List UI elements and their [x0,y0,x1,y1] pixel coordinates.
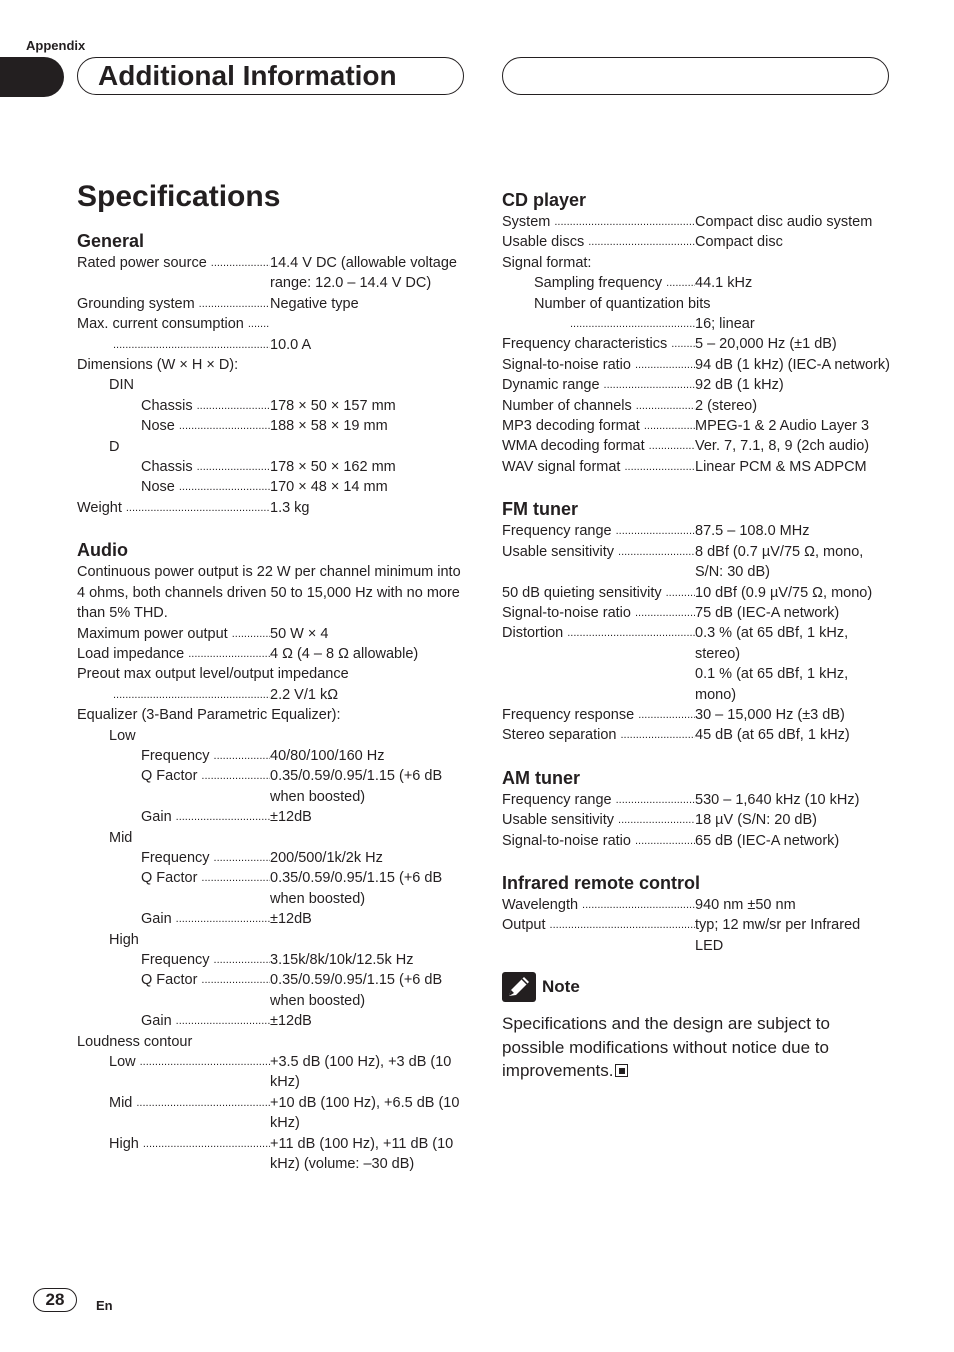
spec-label: Grounding system [77,295,195,312]
spec-row [77,396,467,416]
spec-row [77,848,467,868]
dot-leader [248,314,270,334]
spec-value: +11 dB (100 Hz), +11 dB (10 kHz) (volume: –30 dB) [270,1135,454,1173]
dot-leader [179,477,270,497]
ir-remote-heading: Infrared remote control [502,872,701,893]
spec-key [502,273,695,293]
spec-row [502,915,892,956]
dot-leader [176,1011,270,1031]
spec-label: Signal-to-noise ratio [502,604,631,621]
spec-row [502,664,892,705]
spec-value: 530 – 1,640 kHz (10 kHz) [695,791,860,808]
spec-value: 18 µV (S/N: 20 dB) [695,812,817,829]
dot-leader [199,294,270,314]
spec-row [77,664,467,684]
spec-label: Number of channels [502,397,632,414]
spec-row [502,623,892,664]
spec-key [77,294,270,314]
spec-value: 2.2 V/1 kΩ [270,686,339,703]
spec-label: Usable sensitivity [502,812,615,829]
spec-row [502,457,892,477]
spec-key [502,416,695,436]
end-of-section-mark [615,1064,628,1077]
section-header-box-right [502,57,889,95]
audio-section [77,538,467,1174]
spec-key [502,831,695,851]
ir-remote-section [502,871,892,956]
spec-label: Usable sensitivity [502,543,615,560]
spec-label: Gain [141,1013,172,1030]
spec-key [77,950,270,970]
spec-label: Stereo separation [502,727,617,744]
spec-key [77,848,270,868]
spec-label: Distortion [502,625,564,642]
spec-row [77,766,467,807]
spec-value: 8 dBf (0.7 µV/75 Ω, mono, S/N: 30 dB) [695,543,864,581]
note-label: Note [542,977,580,997]
spec-key [502,603,695,623]
spec-value: 10.0 A [270,336,312,353]
page-title: Specifications [77,180,281,213]
spec-value: 44.1 kHz [695,275,753,292]
spec-row [502,294,892,314]
spec-row [502,314,892,334]
note-text [502,1012,888,1083]
spec-label: Wavelength [502,896,579,913]
spec-label: D [109,438,120,455]
dot-leader [644,416,695,436]
spec-label: Sampling frequency [534,275,663,292]
dot-leader [588,232,695,252]
dot-leader [214,950,270,970]
spec-label: System [502,214,551,230]
dot-leader [638,705,695,725]
spec-key [77,807,270,827]
spec-value: 14.4 V DC (allowable voltage range: 12.0 – 14.4 V DC) [270,255,457,292]
spec-value: 92 dB (1 kHz) [695,377,784,394]
spec-label: Q Factor [141,870,198,887]
spec-row [502,232,892,252]
right-column [502,188,892,1083]
dot-leader [550,915,695,956]
note-header [502,972,892,1002]
spec-row [502,355,892,375]
spec-value: Compact disc audio system [695,214,873,230]
am-tuner-section [502,766,892,851]
spec-label: Low [109,1054,136,1071]
spec-label: Low [109,727,136,744]
dot-leader [635,603,695,623]
dot-leader [666,583,695,603]
spec-value: +10 dB (100 Hz), +6.5 dB (10 kHz) [270,1094,460,1132]
spec-value: Negative type [270,295,359,312]
spec-label: Frequency [141,747,210,764]
spec-value: 188 × 58 × 19 mm [270,418,388,435]
spec-label: Maximum power output [77,625,228,642]
dot-leader [201,970,270,1011]
spec-value: 0.35/0.59/0.95/1.15 (+6 dB when boosted) [270,870,443,907]
spec-label: Signal-to-noise ratio [502,832,631,849]
spec-label: Dimensions (W × H × D): [77,357,239,374]
spec-value: 2 (stereo) [695,397,758,414]
dot-leader [176,909,270,929]
dot-leader [197,457,270,477]
fm-tuner-section [502,497,892,745]
dot-leader [179,416,270,436]
spec-row [502,583,892,603]
spec-row [77,1011,467,1031]
spec-value: 0.1 % (at 65 dBf, 1 kHz, mono) [695,666,849,703]
spec-key [77,498,270,518]
spec-key [77,396,270,416]
spec-label: Frequency [141,849,210,866]
dot-leader [136,1093,270,1134]
dot-leader [636,396,695,416]
spec-row [502,212,892,232]
dot-leader [214,746,270,766]
left-column [77,229,467,1174]
spec-value: Ver. 7, 7.1, 8, 9 (2ch audio) [695,438,870,455]
spec-row [502,521,892,541]
dot-leader [554,212,695,232]
spec-value: 45 dB (at 65 dBf, 1 kHz) [695,727,850,744]
spec-label: 50 dB quieting sensitivity [502,584,662,601]
spec-value: ±12dB [270,911,312,928]
spec-row [502,334,892,354]
dot-leader [176,807,270,827]
spec-key [77,1011,270,1031]
spec-label: Nose [141,418,175,435]
spec-key [77,685,270,705]
spec-key [502,542,695,583]
spec-key [77,644,270,664]
spec-label: DIN [109,377,134,394]
spec-value: 940 nm ±50 nm [695,896,796,913]
spec-label: Frequency characteristics [502,336,668,353]
spec-row [502,810,892,830]
spec-key [502,623,695,664]
spec-row [502,542,892,583]
dot-leader [570,314,695,334]
am-tuner-spec-list [502,790,892,851]
spec-label: Max. current consumption [77,316,244,333]
spec-row [502,725,892,745]
spec-key [502,583,695,603]
spec-value: 65 dB (IEC-A network) [695,832,840,849]
audio-spec-list [77,624,467,1175]
spec-key [77,1093,270,1134]
spec-key [502,232,695,252]
appendix-label: Appendix [26,38,86,53]
spec-key [502,705,695,725]
dot-leader [214,848,270,868]
spec-value: 178 × 50 × 157 mm [270,397,396,414]
spec-label: Mid [109,829,133,846]
spec-row [502,790,892,810]
note-section [502,972,892,1083]
spec-label: Frequency [141,952,210,968]
spec-label: Frequency range [502,523,612,540]
spec-label: Loudness contour [77,1033,193,1050]
spec-key [77,457,270,477]
spec-value: 50 W × 4 [270,625,329,642]
dot-leader [143,1134,270,1175]
spec-row [502,375,892,395]
cd-player-section [502,188,892,477]
spec-row [77,335,467,355]
spec-row [77,294,467,314]
spec-label: Q Factor [141,972,198,989]
pencil-icon [502,972,536,1002]
spec-key [502,212,695,232]
dot-leader [113,685,270,705]
spec-row [77,1032,467,1052]
spec-value: ±12dB [270,1013,312,1030]
spec-value: MPEG-1 & 2 Audio Layer 3 [695,418,870,435]
fm-tuner-spec-list [502,521,892,745]
spec-row [77,970,467,1011]
dot-leader [616,790,695,810]
spec-row [77,624,467,644]
spec-key [77,624,270,644]
dot-leader [232,624,270,644]
spec-key [502,436,695,456]
spec-label: Gain [141,911,172,928]
audio-intro: Continuous power output is 22 W per channel minimum into 4 ohms, both channels driven 50 to 15,000 Hz with no more than 5% THD. [77,564,461,622]
spec-key [502,375,695,395]
spec-key [502,664,695,705]
spec-row [77,807,467,827]
dot-leader [618,810,695,830]
dot-leader [140,1052,270,1093]
spec-label: Chassis [141,459,193,476]
spec-row [77,355,467,375]
spec-key [502,355,695,375]
spec-label: Load impedance [77,645,185,662]
dot-leader [126,498,270,518]
dot-leader [620,725,695,745]
spec-value: ±12dB [270,809,312,826]
dot-leader [671,334,695,354]
spec-row [77,477,467,497]
section-title: Additional Information [98,60,397,91]
dot-leader [604,375,695,395]
dot-leader [211,253,270,294]
spec-key [77,909,270,929]
spec-row [77,1093,467,1134]
spec-row [77,726,467,746]
language-label: En [96,1298,113,1313]
fm-tuner-heading: FM tuner [502,499,578,520]
spec-row [77,498,467,518]
spec-key [502,895,695,915]
dot-leader [624,457,695,477]
section-tab-marker [0,57,64,97]
spec-row [502,831,892,851]
spec-label: Rated power source [77,255,207,271]
spec-key [77,416,270,436]
cd-player-heading: CD player [502,190,587,210]
spec-value: typ; 12 mw/sr per Infrared LED [695,917,861,954]
spec-row [77,1052,467,1093]
dot-leader [616,521,695,541]
spec-row [77,416,467,436]
spec-key [502,790,695,810]
spec-value: Linear PCM & MS ADPCM [695,458,867,475]
spec-row [502,396,892,416]
spec-value: 16; linear [695,316,755,333]
page-number: 28 [33,1288,77,1312]
spec-row [77,375,467,395]
spec-key [502,810,695,830]
spec-label: Preout max output level/output impedance [77,666,349,683]
spec-key [502,915,695,956]
spec-label: High [109,1135,139,1152]
spec-key [77,868,270,909]
spec-row [77,685,467,705]
spec-row [77,868,467,909]
dot-leader [188,644,270,664]
spec-label: Signal-to-noise ratio [502,356,631,373]
spec-row [77,950,467,970]
spec-key [502,314,695,334]
spec-row [77,457,467,477]
spec-label: WAV signal format [502,458,621,475]
dot-leader [618,542,695,583]
spec-row [77,644,467,664]
spec-label: Frequency response [502,706,635,723]
spec-label: WMA decoding format [502,438,645,455]
spec-label: Gain [141,809,172,826]
spec-row [77,253,467,294]
spec-row [77,909,467,929]
general-section [77,229,467,518]
spec-label: Equalizer (3-Band Parametric Equalizer): [77,707,341,724]
dot-leader [649,436,695,456]
spec-row [77,930,467,950]
section-header-box [77,57,464,95]
spec-row [77,828,467,848]
spec-label: Weight [77,499,122,516]
spec-key [77,314,270,334]
spec-row [77,705,467,725]
spec-row [502,416,892,436]
spec-key [502,521,695,541]
spec-row [502,603,892,623]
spec-row [77,1134,467,1175]
spec-key [77,253,270,294]
spec-label: Dynamic range [502,377,600,394]
spec-key [77,746,270,766]
spec-value: 4 Ω (4 – 8 Ω allowable) [270,645,419,662]
spec-value: 94 dB (1 kHz) (IEC-A network) [695,356,890,373]
spec-value: 10 dBf (0.9 µV/75 Ω, mono) [695,584,873,601]
spec-label: Number of quantization bits [534,295,711,312]
audio-heading: Audio [77,540,128,561]
spec-value: 200/500/1k/2k Hz [270,849,383,866]
spec-value: 0.3 % (at 65 dBf, 1 kHz, stereo) [695,625,849,662]
dot-leader [113,335,270,355]
am-tuner-heading: AM tuner [502,767,580,788]
spec-value: 1.3 kg [270,499,310,516]
spec-label: High [109,931,139,948]
general-heading: General [77,231,145,251]
spec-key [502,457,695,477]
spec-value: +3.5 dB (100 Hz), +3 dB (10 kHz) [270,1054,452,1091]
spec-value: 40/80/100/160 Hz [270,747,385,764]
spec-value: 170 × 48 × 14 mm [270,479,388,496]
spec-value: 5 – 20,000 Hz (±1 dB) [695,336,837,353]
spec-key [502,725,695,745]
dot-leader [201,766,270,807]
spec-value: 0.35/0.59/0.95/1.15 (+6 dB when boosted) [270,972,443,1009]
spec-key [77,970,270,1011]
spec-label: Output [502,917,546,934]
spec-key [77,477,270,497]
spec-value: 87.5 – 108.0 MHz [695,523,810,540]
spec-row [502,705,892,725]
ir-remote-spec-list [502,895,892,956]
dot-leader [666,273,695,293]
spec-row [502,436,892,456]
spec-label: Usable discs [502,234,585,251]
spec-label: MP3 decoding format [502,418,640,435]
dot-leader [635,831,695,851]
spec-label: Frequency range [502,791,612,808]
spec-label: Q Factor [141,768,198,785]
spec-value: 178 × 50 × 162 mm [270,459,396,476]
spec-key [77,1134,270,1175]
spec-label: Signal format: [502,254,592,271]
spec-key [77,1052,270,1093]
spec-label: Nose [141,479,175,496]
spec-value: 30 – 15,000 Hz (±3 dB) [695,706,845,723]
general-spec-list [77,253,467,518]
dot-leader [201,868,270,909]
spec-row [502,273,892,293]
spec-value [270,314,467,334]
spec-value: Compact disc [695,234,783,251]
spec-key [502,396,695,416]
spec-value: 0.35/0.59/0.95/1.15 (+6 dB when boosted) [270,768,443,805]
spec-value: 75 dB (IEC-A network) [695,604,840,621]
dot-leader [567,623,695,664]
dot-leader [582,895,695,915]
spec-key [77,766,270,807]
dot-leader [635,355,695,375]
spec-value: 3.15k/8k/10k/12.5k Hz [270,952,414,968]
spec-key [77,335,270,355]
dot-leader [197,396,270,416]
spec-label: Chassis [141,397,193,414]
note-body: Specifications and the design are subject to possible modifications without notice due to improvements. [502,1014,830,1081]
spec-row [502,895,892,915]
spec-label: Mid [109,1094,133,1111]
cd-player-spec-list [502,212,892,477]
spec-key [502,334,695,354]
spec-row [77,437,467,457]
spec-row [502,253,892,273]
spec-row [77,746,467,766]
spec-row [77,314,467,334]
